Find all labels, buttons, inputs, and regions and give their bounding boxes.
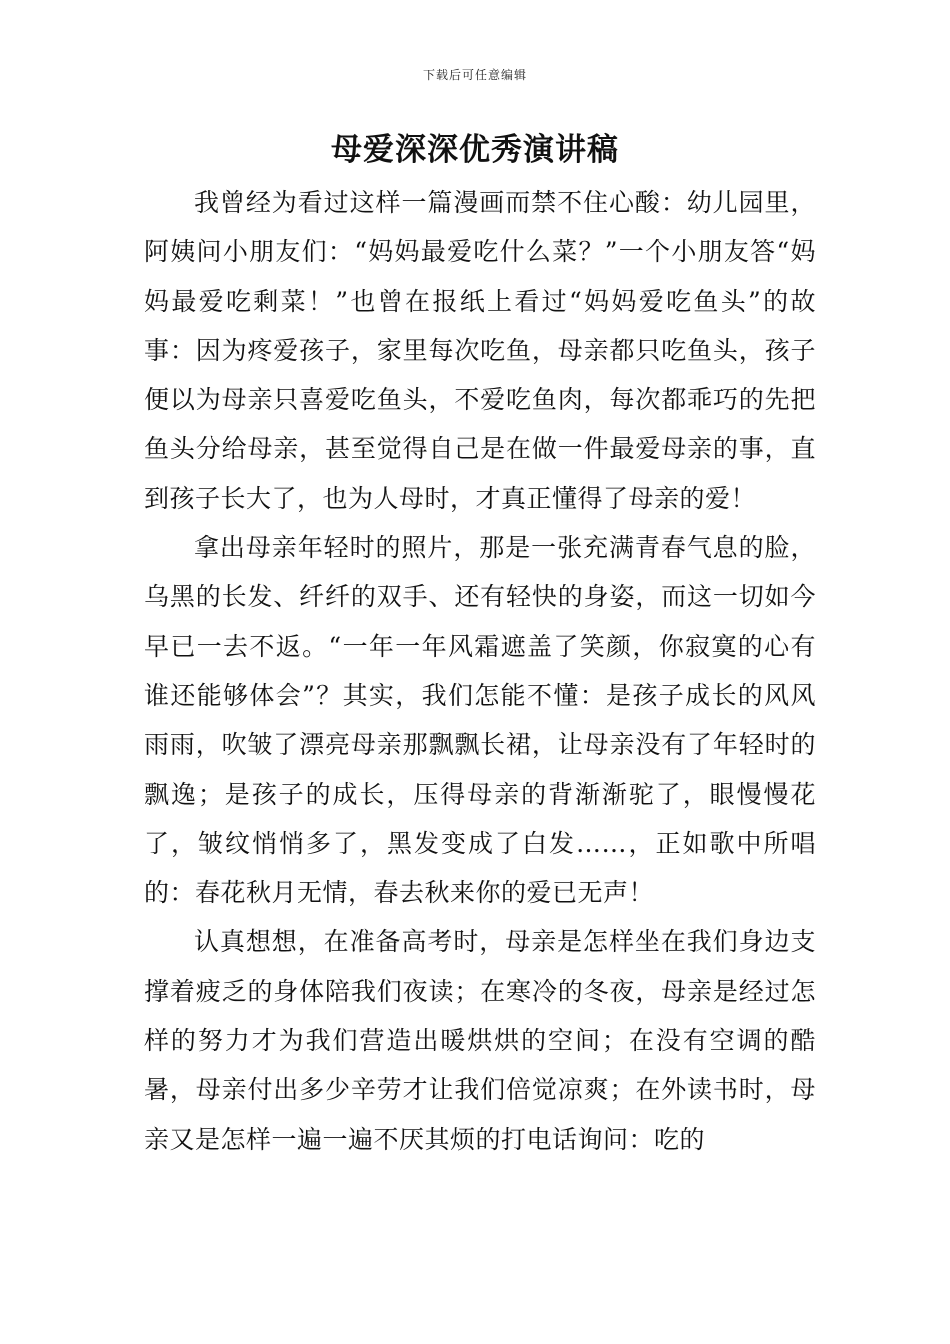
paragraph-3: 认真想想，在准备高考时，母亲是怎样坐在我们身边支撑着疲乏的身体陪我们夜读；在寒冷的冬夜，母亲是经过怎样的努力才为我们营造出暖烘烘的空间；在没有空调的酷暑，母亲付出多少辛劳才让我们倍觉凉爽；在外读书时，母亲又是怎样一遍一遍不厌其烦的打电话询问：吃的 (144, 927, 816, 1154)
document-title: 母爱深深优秀演讲稿 (331, 132, 619, 168)
paragraph-2: 拿出母亲年轻时的照片，那是一张充满青春气息的脸，乌黑的长发、纤纤的双手、还有轻快的身姿，而这一切如今早已一去不返。“一年一年风霜遮盖了笑颜，你寂寞的心有谁还能够体会”？其实，我们怎能不懂：是孩子成长的风风雨雨，吹皱了漂亮母亲那飘飘长裙，让母亲没有了年轻时的飘逸；是孩子的成长，压得母亲的背渐渐驼了，眼慢慢花了，皱纹悄悄多了，黑发变成了白发……，正如歌中所唱的：春花秋月无情，春去秋来你的爱已无声！ (144, 533, 816, 908)
header-note: 下载后可任意编辑 (422, 68, 527, 82)
paragraph-1: 我曾经为看过这样一篇漫画而禁不住心酸：幼儿园里，阿姨问小朋友们：“妈妈最爱吃什么菜？”一个小朋友答“妈妈最爱吃剩菜！”也曾在报纸上看过“妈妈爱吃鱼头”的故事：因为疼爱孩子，家里每次吃鱼，母亲都只吃鱼头，孩子便以为母亲只喜爱吃鱼头，不爱吃鱼肉，每次都乖巧的先把鱼头分给母亲，甚至觉得自己是在做一件最爱母亲的事，直到孩子长大了，也为人母时，才真正懂得了母亲的爱！ (144, 188, 816, 513)
document-body (144, 178, 816, 1164)
